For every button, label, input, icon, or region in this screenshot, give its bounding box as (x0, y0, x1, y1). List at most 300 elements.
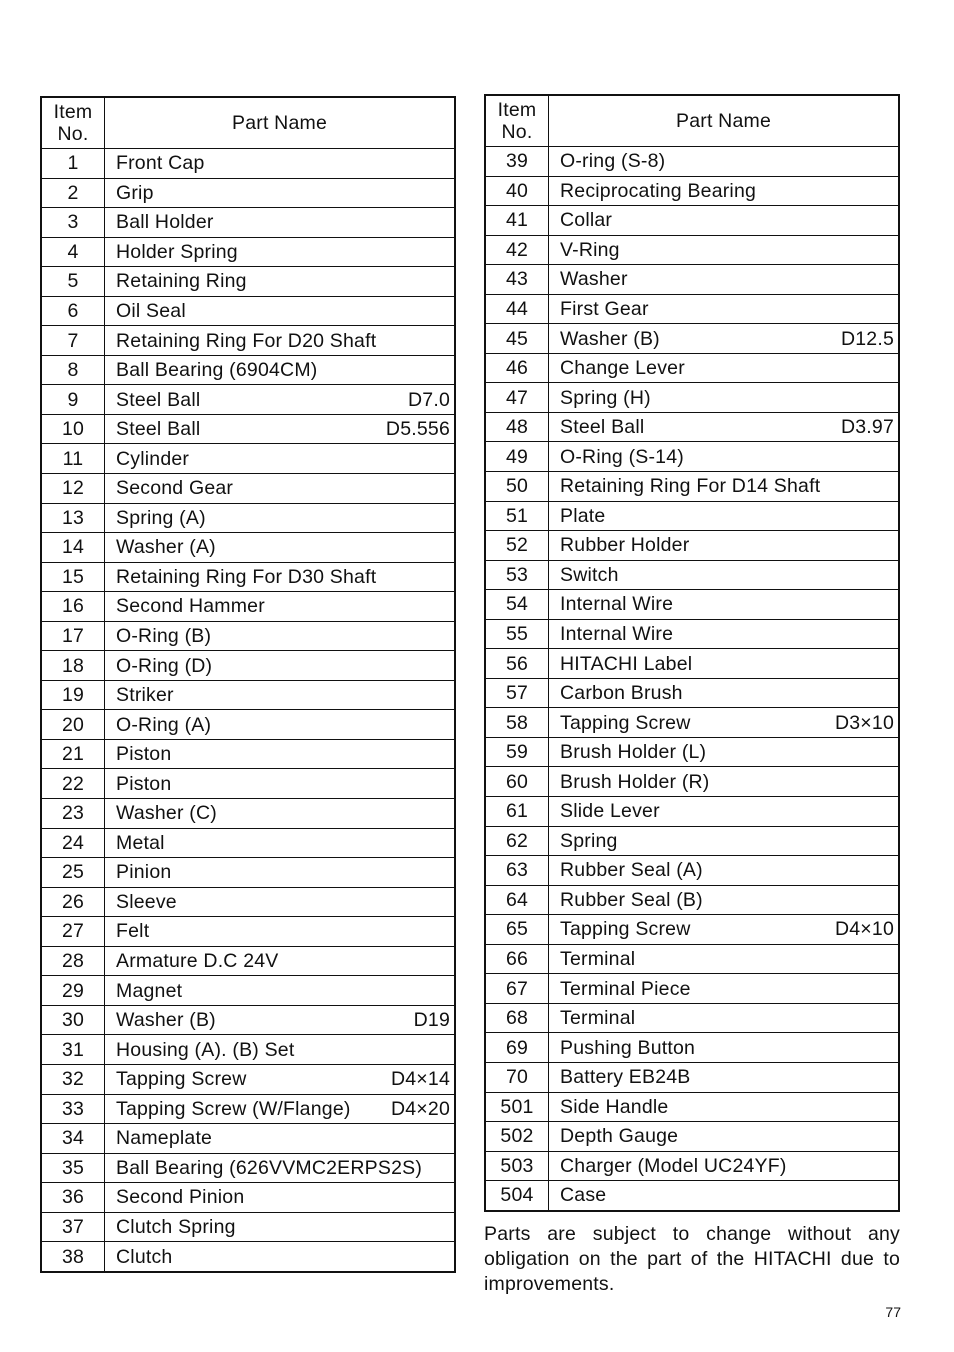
part-name: Striker (116, 684, 174, 707)
table-row (485, 383, 899, 413)
part-name-cell (105, 1035, 456, 1065)
item-number: 28 (41, 946, 105, 976)
item-number: 55 (485, 619, 549, 649)
table-row (485, 412, 899, 442)
table-row (485, 324, 899, 354)
part-name-cell (549, 737, 900, 767)
table-row (485, 944, 899, 974)
part-name-row (560, 827, 894, 855)
part-name: Carbon Brush (560, 682, 683, 705)
item-number: 26 (41, 887, 105, 917)
table-row (41, 976, 455, 1006)
table-row (485, 472, 899, 502)
part-name: Washer (C) (116, 802, 217, 825)
item-number: 39 (485, 147, 549, 177)
item-number: 33 (41, 1094, 105, 1124)
table-row (485, 619, 899, 649)
part-name: Second Gear (116, 477, 234, 500)
item-no-header: Item No. (485, 95, 549, 147)
part-name-cell (549, 1033, 900, 1063)
part-name: Piston (116, 772, 172, 795)
part-name-cell (105, 385, 456, 415)
table-row (485, 767, 899, 797)
item-number: 20 (41, 710, 105, 740)
item-number: 19 (41, 680, 105, 710)
part-name: Ball Bearing (6904CM) (116, 359, 318, 382)
item-number: 65 (485, 915, 549, 945)
part-name: Case (560, 1184, 607, 1207)
item-number: 58 (485, 708, 549, 738)
part-name-row (560, 709, 894, 737)
part-name-row (116, 327, 450, 355)
item-number: 9 (41, 385, 105, 415)
item-number: 504 (485, 1181, 549, 1211)
part-name: Metal (116, 831, 165, 854)
part-name-cell (549, 412, 900, 442)
table-row (41, 1005, 455, 1035)
part-name-cell (105, 503, 456, 533)
part-name-cell (549, 590, 900, 620)
item-number: 13 (41, 503, 105, 533)
table-row (485, 531, 899, 561)
part-name: O-Ring (S-14) (560, 445, 684, 468)
part-name-cell (549, 1003, 900, 1033)
part-name: Retaining Ring For D14 Shaft (560, 475, 821, 498)
item-number: 46 (485, 353, 549, 383)
item-number: 22 (41, 769, 105, 799)
part-name-row (560, 295, 894, 323)
part-name-row (560, 1004, 894, 1032)
part-name: Terminal Piece (560, 977, 691, 1000)
part-name-header: Part Name (105, 97, 456, 149)
item-number: 11 (41, 444, 105, 474)
part-name-row (560, 472, 894, 500)
part-name-row (116, 652, 450, 680)
part-name-cell (105, 976, 456, 1006)
part-name-row (560, 679, 894, 707)
item-number: 5 (41, 267, 105, 297)
part-name-row (560, 443, 894, 471)
part-name: O-Ring (B) (116, 625, 212, 648)
part-name-cell (549, 1181, 900, 1211)
part-name-cell (105, 680, 456, 710)
part-name: Depth Gauge (560, 1125, 679, 1148)
part-name: Spring (H) (560, 386, 651, 409)
item-number: 35 (41, 1153, 105, 1183)
item-number: 51 (485, 501, 549, 531)
table-row (41, 917, 455, 947)
item-number: 44 (485, 294, 549, 324)
part-name: Spring (560, 829, 618, 852)
table-row (41, 296, 455, 326)
part-name-row (560, 236, 894, 264)
parts-table-right (484, 94, 900, 1212)
item-number: 14 (41, 533, 105, 563)
item-number: 32 (41, 1064, 105, 1094)
part-name: Steel Ball (116, 418, 201, 441)
table-row (485, 826, 899, 856)
table-row (41, 680, 455, 710)
part-name-cell (549, 531, 900, 561)
item-number: 30 (41, 1005, 105, 1035)
part-name-cell (105, 858, 456, 888)
part-name-cell (105, 474, 456, 504)
part-name-cell (549, 294, 900, 324)
table-row (41, 769, 455, 799)
part-name-row (116, 1065, 450, 1093)
part-name-row (116, 415, 450, 443)
part-name-cell (549, 1122, 900, 1152)
item-number: 67 (485, 974, 549, 1004)
part-name-cell (549, 353, 900, 383)
part-spec: D19 (413, 1009, 450, 1032)
table-row (485, 265, 899, 295)
parts-table-left (40, 96, 456, 1273)
part-spec: D7.0 (408, 388, 450, 411)
part-name: First Gear (560, 298, 649, 320)
part-name: Rubber Seal (B) (560, 888, 703, 911)
part-name-cell (549, 206, 900, 236)
part-name: Tapping Screw (560, 918, 691, 941)
part-name: Tapping Screw (W/Flange) (116, 1097, 351, 1120)
table-row (41, 1242, 455, 1272)
table-row (41, 946, 455, 976)
part-name-row (116, 917, 450, 945)
part-name-row (116, 504, 450, 532)
item-number: 47 (485, 383, 549, 413)
table-row (41, 385, 455, 415)
part-name-row (560, 797, 894, 825)
part-name-cell (549, 1062, 900, 1092)
table-row (41, 414, 455, 444)
table-row (485, 560, 899, 590)
table-row (41, 1153, 455, 1183)
part-name-cell (105, 1212, 456, 1242)
item-number: 68 (485, 1003, 549, 1033)
table-row (41, 799, 455, 829)
table-row (485, 915, 899, 945)
part-name-row (560, 147, 894, 175)
part-name: Clutch Spring (116, 1215, 236, 1238)
part-name-row (116, 711, 450, 739)
table-row (485, 1033, 899, 1063)
item-number: 503 (485, 1151, 549, 1181)
part-name-row (560, 886, 894, 914)
part-name-cell (105, 149, 456, 179)
part-name: Washer (B) (560, 327, 660, 350)
item-number: 63 (485, 856, 549, 886)
item-number: 8 (41, 355, 105, 385)
item-number: 4 (41, 237, 105, 267)
part-name-cell (549, 560, 900, 590)
part-name-row (560, 945, 894, 973)
part-name-row (116, 208, 450, 236)
part-name-cell (105, 1005, 456, 1035)
part-name-row (116, 799, 450, 827)
item-number: 62 (485, 826, 549, 856)
part-name: Brush Holder (L) (560, 741, 707, 764)
table-header-row (41, 97, 455, 149)
part-name-cell (105, 208, 456, 238)
item-number: 41 (485, 206, 549, 236)
part-name-cell (549, 442, 900, 472)
table-row (41, 858, 455, 888)
table-row (41, 267, 455, 297)
part-name-row (560, 1152, 894, 1180)
part-name: Reciprocating Bearing (560, 179, 757, 202)
part-name-cell (549, 797, 900, 827)
part-name-row (560, 915, 894, 943)
part-name: Collar (560, 209, 613, 232)
part-name-cell (549, 383, 900, 413)
part-name: Cylinder (116, 447, 190, 470)
part-name: Ball Bearing (626VVMC2ERPS2S) (116, 1156, 423, 1179)
part-name-row (116, 681, 450, 709)
part-name: O-Ring (D) (116, 654, 213, 677)
part-name: Pushing Button (560, 1036, 696, 1059)
table-row (485, 1151, 899, 1181)
part-name: Retaining Ring For D30 Shaft (116, 565, 377, 588)
part-name-cell (549, 885, 900, 915)
part-name: Grip (116, 181, 154, 204)
item-number: 42 (485, 235, 549, 265)
part-spec: D5.556 (385, 418, 450, 441)
item-number: 25 (41, 858, 105, 888)
part-name: Second Pinion (116, 1186, 245, 1209)
item-number: 16 (41, 592, 105, 622)
part-name-cell (105, 355, 456, 385)
table-row (485, 885, 899, 915)
part-name-cell (549, 619, 900, 649)
part-spec: D3.97 (840, 416, 894, 439)
item-number: 17 (41, 621, 105, 651)
part-spec: D4×10 (834, 918, 894, 941)
part-name-row (116, 740, 450, 768)
part-name: Rubber Holder (560, 534, 690, 557)
part-name-row (560, 1181, 894, 1209)
item-number: 61 (485, 797, 549, 827)
part-name-cell (549, 944, 900, 974)
part-name-cell (105, 533, 456, 563)
item-number: 2 (41, 178, 105, 208)
part-name-cell (549, 1151, 900, 1181)
table-row (485, 442, 899, 472)
item-number: 56 (485, 649, 549, 679)
item-number: 53 (485, 560, 549, 590)
item-number: 31 (41, 1035, 105, 1065)
parts-change-note: Parts are subject to change without any obligation on the part of the HITACHI due to improvements. (484, 1223, 900, 1295)
item-number: 34 (41, 1124, 105, 1154)
part-name-row (560, 384, 894, 412)
part-name-cell (105, 1242, 456, 1272)
part-name-cell (549, 708, 900, 738)
table-row (41, 1035, 455, 1065)
part-name-cell (105, 1064, 456, 1094)
part-name: O-ring (S-8) (560, 150, 666, 173)
item-number: 69 (485, 1033, 549, 1063)
part-name-cell (105, 651, 456, 681)
part-name: Tapping Screw (116, 1068, 247, 1091)
part-name-cell (105, 710, 456, 740)
part-name-cell (549, 856, 900, 886)
part-name-cell (549, 915, 900, 945)
part-name-row (560, 177, 894, 205)
part-name-cell (105, 946, 456, 976)
part-name-row (116, 533, 450, 561)
table-row (41, 739, 455, 769)
part-name: Second Hammer (116, 595, 265, 618)
table-row (485, 708, 899, 738)
part-name-cell (105, 326, 456, 356)
part-name: Oil Seal (116, 300, 186, 322)
page-number: 77 (885, 1304, 901, 1320)
part-spec: D3×10 (834, 711, 894, 734)
item-number: 1 (41, 149, 105, 179)
part-name-row (560, 531, 894, 559)
table-row (41, 651, 455, 681)
item-no-header: Item No. (41, 97, 105, 149)
item-number: 49 (485, 442, 549, 472)
part-name-row (116, 858, 450, 886)
part-name-cell (105, 414, 456, 444)
table-row (485, 856, 899, 886)
part-name-row (560, 413, 894, 441)
item-number: 37 (41, 1212, 105, 1242)
part-name: Washer (A) (116, 536, 216, 559)
part-name-row (560, 206, 894, 234)
part-name-row (116, 1154, 450, 1182)
table-row (41, 533, 455, 563)
table-row (41, 562, 455, 592)
part-name-row (116, 356, 450, 384)
item-number: 60 (485, 767, 549, 797)
part-name-row (116, 297, 450, 325)
item-number: 502 (485, 1122, 549, 1152)
part-name-cell (105, 592, 456, 622)
item-number: 50 (485, 472, 549, 502)
part-name-row (116, 1006, 450, 1034)
table-row (41, 710, 455, 740)
part-name: Holder Spring (116, 240, 238, 263)
table-row (485, 235, 899, 265)
item-number: 29 (41, 976, 105, 1006)
part-name-row (560, 1063, 894, 1091)
part-name: Ball Holder (116, 211, 214, 234)
part-name: Piston (116, 743, 172, 766)
part-name-row (116, 267, 450, 295)
part-name-cell (105, 887, 456, 917)
table-row (41, 474, 455, 504)
part-name-cell (549, 501, 900, 531)
part-name-cell (105, 237, 456, 267)
item-number: 66 (485, 944, 549, 974)
table-row (485, 353, 899, 383)
part-name-cell (105, 1094, 456, 1124)
part-name: Retaining Ring For D20 Shaft (116, 329, 377, 352)
item-number: 15 (41, 562, 105, 592)
item-number: 18 (41, 651, 105, 681)
table-row (485, 1062, 899, 1092)
part-name-row (116, 386, 450, 414)
part-name: Steel Ball (116, 388, 201, 411)
part-name-row (560, 738, 894, 766)
part-name: Terminal (560, 948, 636, 971)
part-name: O-Ring (A) (116, 713, 212, 736)
part-name-row (560, 354, 894, 382)
item-number: 52 (485, 531, 549, 561)
part-name: Internal Wire (560, 593, 674, 616)
part-name: Internal Wire (560, 623, 674, 646)
part-name-cell (105, 178, 456, 208)
table-body-left (41, 149, 455, 1272)
item-number: 38 (41, 1242, 105, 1272)
table-row (41, 237, 455, 267)
part-name-cell (549, 324, 900, 354)
part-name-cell (105, 296, 456, 326)
part-name-row (116, 1124, 450, 1152)
table-row (41, 1064, 455, 1094)
part-name-cell (549, 826, 900, 856)
part-name-row (116, 947, 450, 975)
part-name-row (116, 1036, 450, 1064)
part-name-row (560, 620, 894, 648)
part-name-cell (549, 678, 900, 708)
item-number: 21 (41, 739, 105, 769)
item-number: 43 (485, 265, 549, 295)
table-row (485, 974, 899, 1004)
part-name-row (116, 1183, 450, 1211)
table-row (41, 1124, 455, 1154)
item-number: 12 (41, 474, 105, 504)
table-row (485, 1122, 899, 1152)
part-name-row (116, 238, 450, 266)
table-row (485, 147, 899, 177)
part-name: Retaining Ring (116, 270, 247, 293)
table-row (485, 501, 899, 531)
part-name-cell (549, 176, 900, 206)
part-name-row (116, 474, 450, 502)
part-name: Plate (560, 504, 606, 527)
item-number: 7 (41, 326, 105, 356)
item-number: 10 (41, 414, 105, 444)
part-name-row (560, 502, 894, 530)
table-row (41, 208, 455, 238)
table-row (41, 444, 455, 474)
table-row (485, 590, 899, 620)
part-name-cell (549, 265, 900, 295)
part-name-row (560, 650, 894, 678)
table-row (41, 1094, 455, 1124)
part-name-row (116, 1095, 450, 1123)
table-row (41, 1183, 455, 1213)
part-spec: D12.5 (840, 327, 894, 350)
table-row (485, 1181, 899, 1211)
part-name-row (116, 592, 450, 620)
part-name-row (560, 590, 894, 618)
part-name-row (560, 561, 894, 589)
part-name-cell (549, 767, 900, 797)
part-name-row (116, 445, 450, 473)
part-name-row (560, 856, 894, 884)
table-row (41, 326, 455, 356)
item-number: 6 (41, 296, 105, 326)
item-number: 501 (485, 1092, 549, 1122)
part-name: Charger (Model UC24YF) (560, 1154, 787, 1177)
part-name-header: Part Name (549, 95, 900, 147)
item-number: 36 (41, 1183, 105, 1213)
part-name-row (560, 265, 894, 293)
part-name: Pinion (116, 861, 172, 884)
